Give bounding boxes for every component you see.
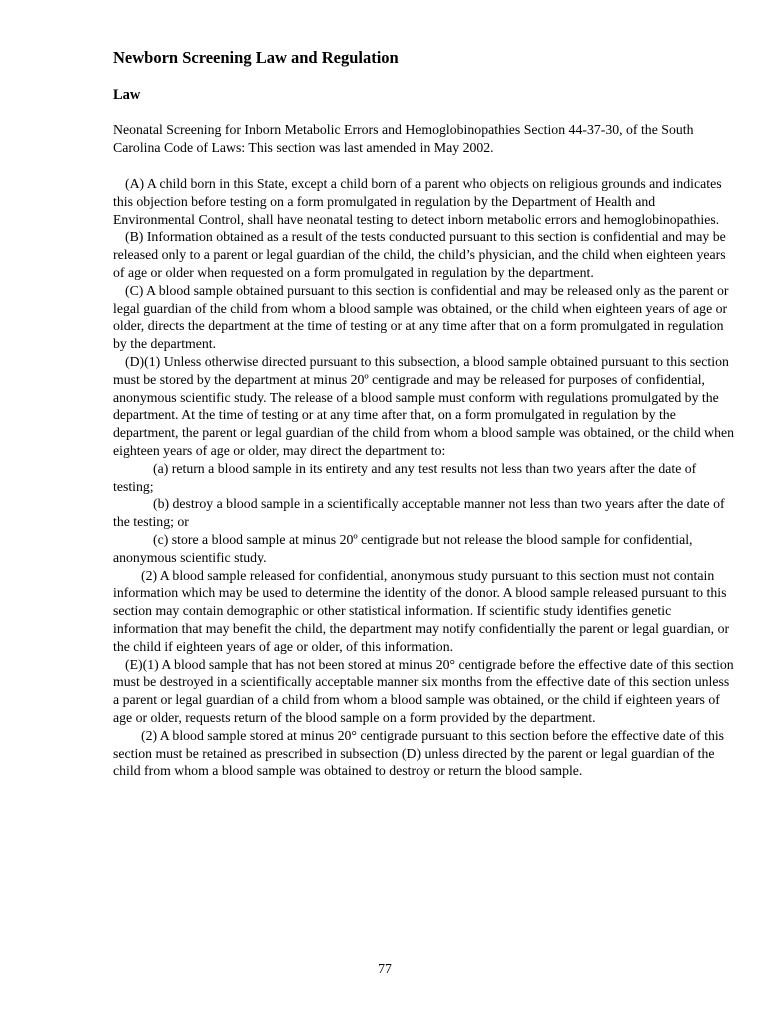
page-number: 77 [378, 961, 392, 976]
paragraph-a: (A) A child born in this State, except a child born of a parent who objects on religious grounds and indicates this objection before testing on a form promulgated in regulation by the Department of Health and Environmental Control, shall have neonatal testing to detect inborn metabolic errors and hemoglobinopathies. [113, 176, 722, 227]
paragraph-d1-a: (a) return a blood sample in its entirety and any test results not less than two years after the date of testing; [113, 460, 697, 494]
paragraph-e2: (2) A blood sample stored at minus 20° centigrade pursuant to this section before the effective date of this section must be retained as prescribed in subsection (D) unless directed by the parent or legal guardian of the child from whom a blood sample was obtained to destroy or return the blood sample. [113, 727, 725, 779]
paragraph-d2: (2) A blood sample released for confidential, anonymous study pursuant to this section must not contain information which may be used to determine the identity of the donor. A blood sample released pursuant to this section may contain demographic or other statistical information. If scientific study identifies genetic information that may benefit the child, the department may notify confidentially the parent or legal guardian, or the child if eighteen years of age or older, of this information. [113, 567, 730, 654]
paragraph-e1: (E)(1) A blood sample that has not been stored at minus 20° centigrade before the effective date of this section must be destroyed in a scientifically acceptable manner six months from the effective date of this section unless a parent or legal guardian of a child from whom a blood sample was obtained, or the child if eighteen years of age or older, requests return of the blood sample on a form provided by the department. [113, 656, 734, 725]
paragraph-d1-c: (c) store a blood sample at minus 20º centigrade but not release the blood sample for confidential, anonymous scientific study. [113, 531, 693, 565]
law-text [113, 175, 735, 780]
paragraph-c: (C) A blood sample obtained pursuant to this section is confidential and may be released only as the parent or legal guardian of the child from whom a blood sample was obtained, or the child when eighteen years of age or older, directs the department at the time of testing or at any time after that on a form promulgated in regulation by the department. [113, 282, 729, 352]
section-heading: Law [113, 87, 141, 103]
intro-paragraph: Neonatal Screening for Inborn Metabolic Errors and Hemoglobinopathies Section 44-37-30, of the South Carolina Code of Laws: This section was last amended in May 2002. [113, 122, 694, 155]
paragraph-d1-b: (b) destroy a blood sample in a scientifically acceptable manner not less than two years after the date of the testing; or [113, 496, 725, 530]
document-title: Newborn Screening Law and Regulation [113, 48, 399, 67]
paragraph-d1: (D)(1) Unless otherwise directed pursuant to this subsection, a blood sample obtained pursuant to this section must be stored by the department at minus 20º centigrade and may be released for purposes of confidential, anonymous scientific study. The release of a blood sample must conform with regulations promulgated by the department. At the time of testing or at any time after that, on a form promulgated in regulation by the department, the parent or legal guardian of the child from whom a blood sample was obtained, or the child when eighteen years of age or older, may direct the department to: [113, 353, 735, 458]
paragraph-b: (B) Information obtained as a result of the tests conducted pursuant to this section is confidential and may be released only to a parent or legal guardian of the child, the child’s physician, and the child when eighteen years of age or older when requested on a form promulgated in regulation by the department. [113, 229, 726, 280]
